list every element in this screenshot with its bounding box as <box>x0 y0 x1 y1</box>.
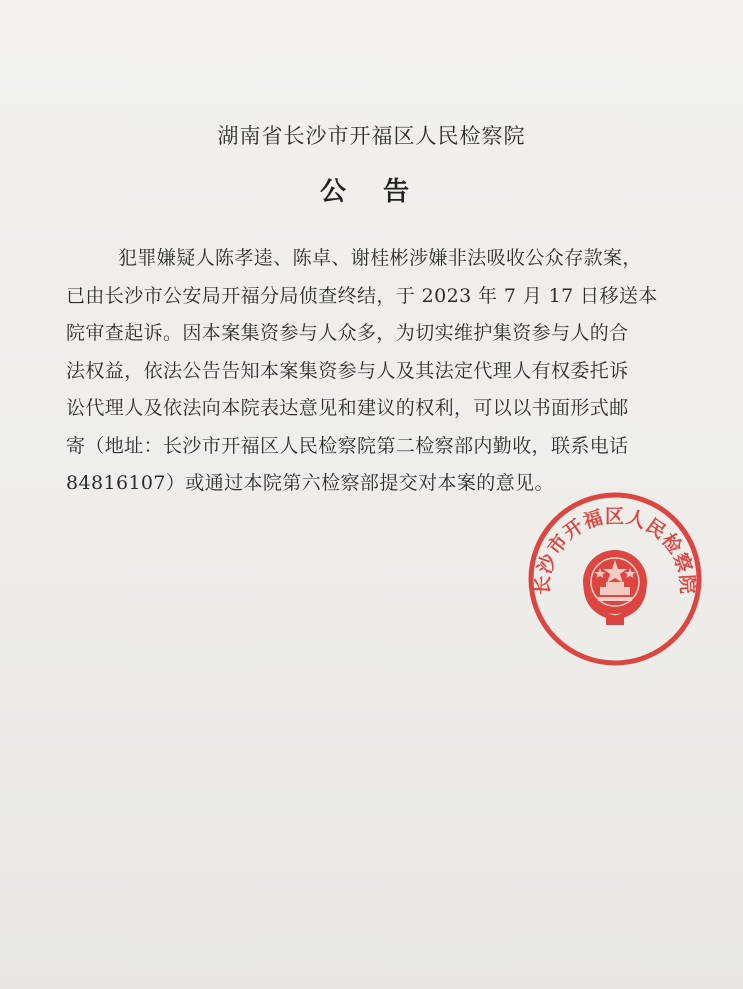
national-emblem-icon <box>583 550 647 625</box>
seal-text: 长沙市开福区人民检察院 <box>531 505 699 596</box>
body-line: 院审查起诉。因本案集资参与人众多，为切实维护集资参与人的合 <box>66 322 629 344</box>
official-seal <box>526 490 704 668</box>
body-line: 法权益，依法公告告知本案集资参与人及其法定代理人有权委托诉 <box>66 359 629 382</box>
notice-body <box>66 240 691 503</box>
body-line: 寄（地址：长沙市开福区人民检察院第二检察部内勤收，联系电话 <box>66 434 629 457</box>
body-line: 84816107）或通过本院第六检察部提交对本案的意见。 <box>66 472 554 494</box>
notice-title: 公 告 <box>319 177 424 207</box>
body-line: 犯罪嫌疑人陈孝逵、陈卓、谢桂彬涉嫌非法吸收公众存款案， <box>118 247 642 269</box>
organization-title: 湖南省长沙市开福区人民检察院 <box>217 124 526 148</box>
body-line: 讼代理人及依法向本院表达意见和建议的权利，可以以书面形式邮 <box>66 397 629 419</box>
body-line: 已由长沙市公安局开福分局侦查终结，于 2023 年 7 月 17 日移送本 <box>66 284 658 307</box>
